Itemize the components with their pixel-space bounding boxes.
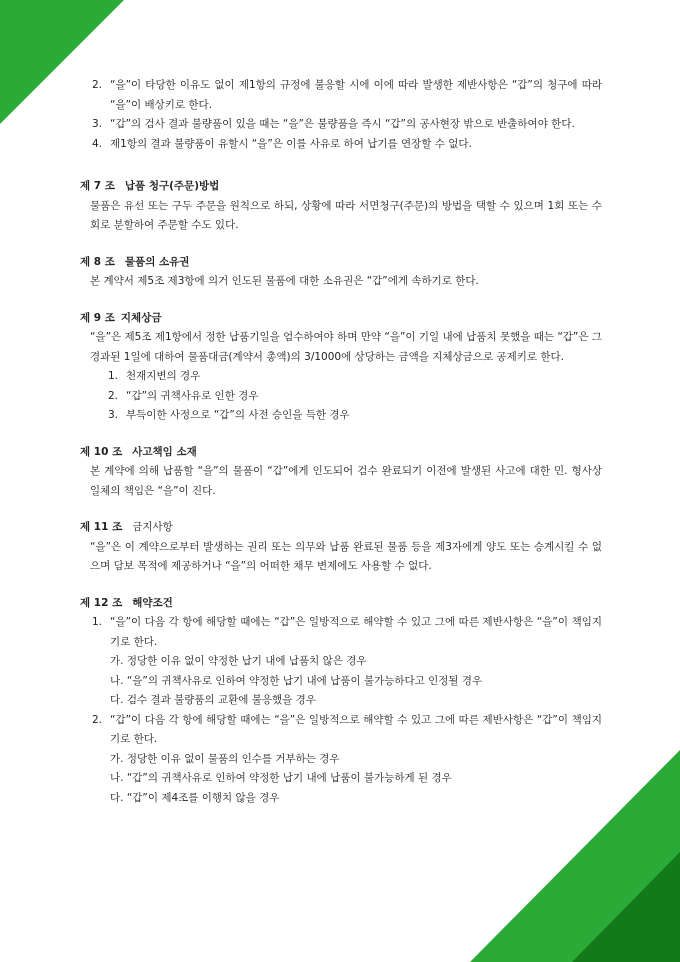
list-item: 2. “갑”이 다음 각 항에 해당할 때에는 “을”은 일방적으로 해약할 수 있고 그에 따른 제반사항은 “갑”이 책임지기로 한다. bbox=[92, 713, 602, 745]
list-item: 2. “을”이 타당한 이유도 없이 제1항의 규정에 불응할 시에 이에 따라 발생한 제반사항은 “갑”의 청구에 따라 “을”이 배상키로 한다. bbox=[92, 79, 602, 111]
list-item: 다. “갑”이 제4조를 이행치 않을 경우 bbox=[110, 791, 280, 804]
list-item: 3. 부득이한 사정으로 “갑”의 사전 승인을 득한 경우 bbox=[108, 409, 350, 421]
article-12-item2-subs bbox=[110, 750, 602, 809]
article-7-body: 물품은 유선 또는 구두 주문을 원칙으로 하되, 상황에 따라 서면청구(주문)의 방법을 택할 수 있으며 1회 또는 수회로 분할하여 주문할 수도 있다. bbox=[90, 199, 602, 231]
list-item: 1. 천재지변의 경우 bbox=[108, 370, 201, 382]
article-9-heading: 제 9 조 지체상금 bbox=[80, 311, 162, 324]
article-10-heading: 제 10 조 사고책임 소재 bbox=[80, 445, 197, 458]
article-11-heading: 제 11 조 금지사항 bbox=[80, 521, 173, 533]
article-8-body: 본 계약서 제5조 제3항에 의거 인도된 물품에 대한 소유권은 “갑”에게 속하기로 한다. bbox=[90, 275, 479, 287]
article-9-list bbox=[108, 367, 602, 426]
list-item: 가. 정당한 이유 없이 약정한 납기 내에 납품치 않은 경우 bbox=[110, 655, 367, 667]
article-12-list-2 bbox=[92, 711, 602, 750]
article-11-body: “을”은 이 계약으로부터 발생하는 권리 또는 의무와 납품 완료된 물품 등을 제3자에게 양도 또는 승계시킬 수 없으며 담보 목적에 제공하거나 “을”의 어떠한 채무 변제에도 사용할 수 없다. bbox=[90, 540, 602, 572]
list-item: 다. 검수 결과 불량품의 교환에 불응했을 경우 bbox=[110, 694, 316, 706]
list-item: 2. “갑”의 귀책사유로 인한 경우 bbox=[108, 389, 259, 402]
article-8-heading: 제 8 조 물품의 소유권 bbox=[80, 255, 190, 268]
list-item: 4. 제1항의 결과 불량품이 유할시 “을”은 이를 사유로 하여 납기를 연장할 수 없다. bbox=[92, 137, 472, 150]
list-item: 나. “을”의 귀책사유로 인하여 약정한 납기 내에 납품이 불가능하다고 인정될 경우 bbox=[110, 674, 483, 687]
list-item: 가. 정당한 이유 없이 물품의 인수를 거부하는 경우 bbox=[110, 752, 340, 765]
intro-list bbox=[92, 76, 602, 154]
list-item: 나. “갑”의 귀책사유로 인하여 약정한 납기 내에 납품이 불가능하게 된 경우 bbox=[110, 772, 452, 784]
article-10-body: 본 계약에 의해 납품할 “을”의 물품이 “갑”에게 인도되어 검수 완료되기 이전에 발생된 사고에 대한 민. 형사상 일체의 책임은 “을”이 진다. bbox=[90, 465, 602, 497]
document-page bbox=[80, 76, 602, 808]
article-12-list bbox=[92, 613, 602, 652]
article-7-heading: 제 7 조 납품 청구(주문)방법 bbox=[80, 180, 220, 192]
list-item: 3. “갑”의 검사 결과 불량품이 있을 때는 “을”은 불량품을 즉시 “갑”의 공사현장 밖으로 반출하여야 한다. bbox=[92, 118, 575, 130]
article-9-body: “을”은 제5조 제1항에서 정한 납품기일을 엄수하여야 하며 만약 “을”이 기일 내에 납품치 못했을 때는 “갑”은 그 경과된 1일에 대하여 물품대금(계약서 총액)의 3/1000에 상당하는 금액을 지체상금으로 공제키로 한다. bbox=[90, 331, 602, 363]
article-12-item1-subs bbox=[110, 652, 602, 711]
article-12-heading: 제 12 조 해약조건 bbox=[80, 596, 173, 609]
list-item: 1. “을”이 다음 각 항에 해당할 때에는 “갑”은 일방적으로 해약할 수 있고 그에 따른 제반사항은 “을”이 책임지기로 한다. bbox=[92, 616, 602, 648]
